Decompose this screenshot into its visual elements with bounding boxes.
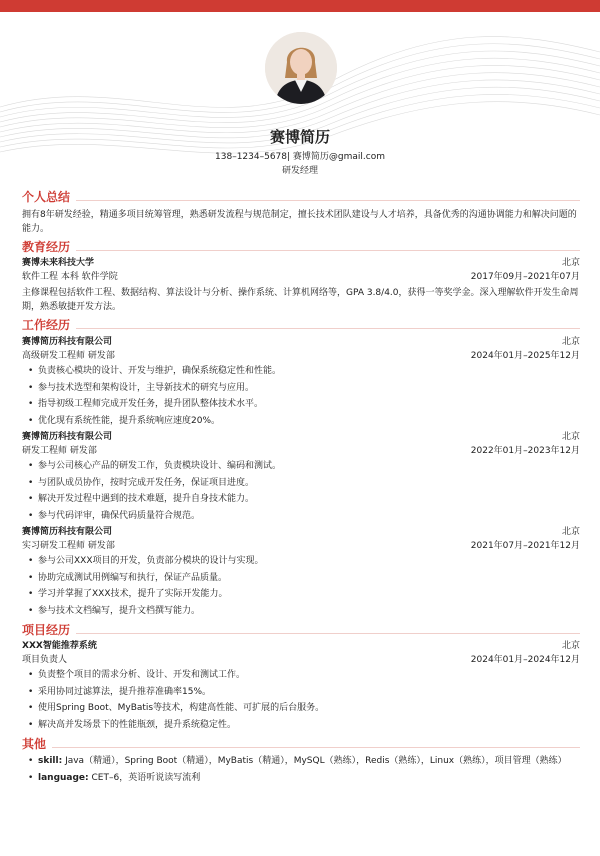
summary-text: 拥有8年研发经验，精通多项目统筹管理，熟悉研发流程与规范制定，擅长技术团队建设与人才培养，具备优秀的沟通协调能力和解决问题的能力。: [22, 210, 577, 234]
job-position: 研发工程师 研发部: [22, 446, 97, 456]
job-dates: 2021年07月–2021年12月: [470, 541, 580, 551]
top-accent-bar: [0, 0, 600, 12]
project-role: 项目负责人: [22, 655, 68, 665]
list-item: • 参与公司XXX项目的开发，负责部分模块的设计与实现。: [22, 553, 580, 570]
other-section: [22, 735, 580, 786]
section-title: 其他: [22, 737, 52, 751]
section-divider: [22, 328, 580, 329]
project-dates: 2024年01月–2024年12月: [470, 655, 580, 665]
section-divider: [22, 200, 580, 201]
company-name: 赛博简历科技有限公司: [22, 432, 113, 442]
list-item: • 参与公司核心产品的研发工作，负责模块设计、编码和测试。: [22, 458, 580, 475]
list-item: • 负责整个项目的需求分析、设计、开发和测试工作。: [22, 667, 580, 684]
section-title: 个人总结: [22, 190, 76, 204]
section-divider: [22, 633, 580, 634]
section-divider: [22, 747, 580, 748]
summary-section: [22, 188, 580, 236]
project-name: XXX智能推荐系统: [22, 641, 97, 651]
list-item: • 协助完成测试用例编写和执行，保证产品质量。: [22, 570, 580, 587]
list-item: • 与团队成员协作，按时完成开发任务，保证项目进度。: [22, 475, 580, 492]
list-item: • 指导初级工程师完成开发任务，提升团队整体技术水平。: [22, 396, 580, 413]
list-item: • 参与技术文档编写，提升文档撰写能力。: [22, 603, 580, 620]
work-entry: [22, 335, 580, 429]
job-role: 研发经理: [281, 166, 318, 176]
company-name: 赛博简历科技有限公司: [22, 527, 113, 537]
work-entry: [22, 430, 580, 524]
list-item: • 参与代码评审，确保代码质量符合规范。: [22, 508, 580, 525]
list-item: • 参与技术选型和架构设计，主导新技术的研究与应用。: [22, 380, 580, 397]
language-item: [22, 770, 580, 787]
company-city: 北京: [561, 527, 580, 537]
skill-text: Java（精通），Spring Boot（精通），MyBatis（精通），MySQL（熟练），Redis（熟练），Linux（熟练），项目管理（熟练）: [62, 756, 567, 766]
skill-label: skill:: [38, 756, 63, 766]
project-city: 北京: [561, 641, 580, 651]
degree: 软件工程 本科 软件学院: [22, 272, 118, 282]
work-section: [22, 316, 580, 619]
section-title: 教育经历: [22, 240, 76, 254]
list-item: • 负责核心模块的设计、开发与维护，确保系统稳定性和性能。: [22, 363, 580, 380]
company-city: 北京: [561, 337, 580, 347]
job-position: 高级研发工程师 研发部: [22, 351, 115, 361]
contact-info: 138–1234–5678| 赛博简历@gmail.com: [215, 152, 385, 162]
skill-item: [22, 753, 580, 770]
section-title: 工作经历: [22, 318, 76, 332]
list-item: • 解决高并发场景下的性能瓶颈，提升系统稳定性。: [22, 717, 580, 734]
school-name: 赛博未来科技大学: [22, 258, 95, 268]
resume-name: 赛博简历: [269, 128, 330, 146]
company-name: 赛博简历科技有限公司: [22, 337, 113, 347]
project-section: [22, 621, 580, 733]
education-section: [22, 238, 580, 314]
list-item: • 解决开发过程中遇到的技术难题，提升自身技术能力。: [22, 491, 580, 508]
list-item: • 采用协同过滤算法，提升推荐准确率15%。: [22, 684, 580, 701]
job-dates: 2022年01月–2023年12月: [470, 446, 580, 456]
school-city: 北京: [561, 258, 580, 268]
section-divider: [22, 250, 580, 251]
education-dates: 2017年09月–2021年07月: [470, 272, 580, 282]
list-item: • 学习并掌握了XXX技术，提升了实际开发能力。: [22, 586, 580, 603]
avatar: [265, 32, 337, 104]
language-text: CET–6，英语听说读写流利: [88, 772, 201, 783]
education-description: 主修课程包括软件工程、数据结构、算法设计与分析、操作系统、计算机网络等，GPA 3.8/4.0，获得一等奖学金。深入理解软件开发生命周期，熟悉敏捷开发方法。: [22, 288, 579, 312]
job-dates: 2024年01月–2025年12月: [470, 351, 580, 361]
language-label: language:: [38, 772, 89, 783]
work-entry: [22, 525, 580, 619]
list-item: • 优化现有系统性能，提升系统响应速度20%。: [22, 413, 580, 430]
list-item: • 使用Spring Boot、MyBatis等技术，构建高性能、可扩展的后台服务。: [22, 700, 580, 717]
job-position: 实习研发工程师 研发部: [22, 541, 115, 551]
section-title: 项目经历: [22, 623, 76, 637]
company-city: 北京: [561, 432, 580, 442]
